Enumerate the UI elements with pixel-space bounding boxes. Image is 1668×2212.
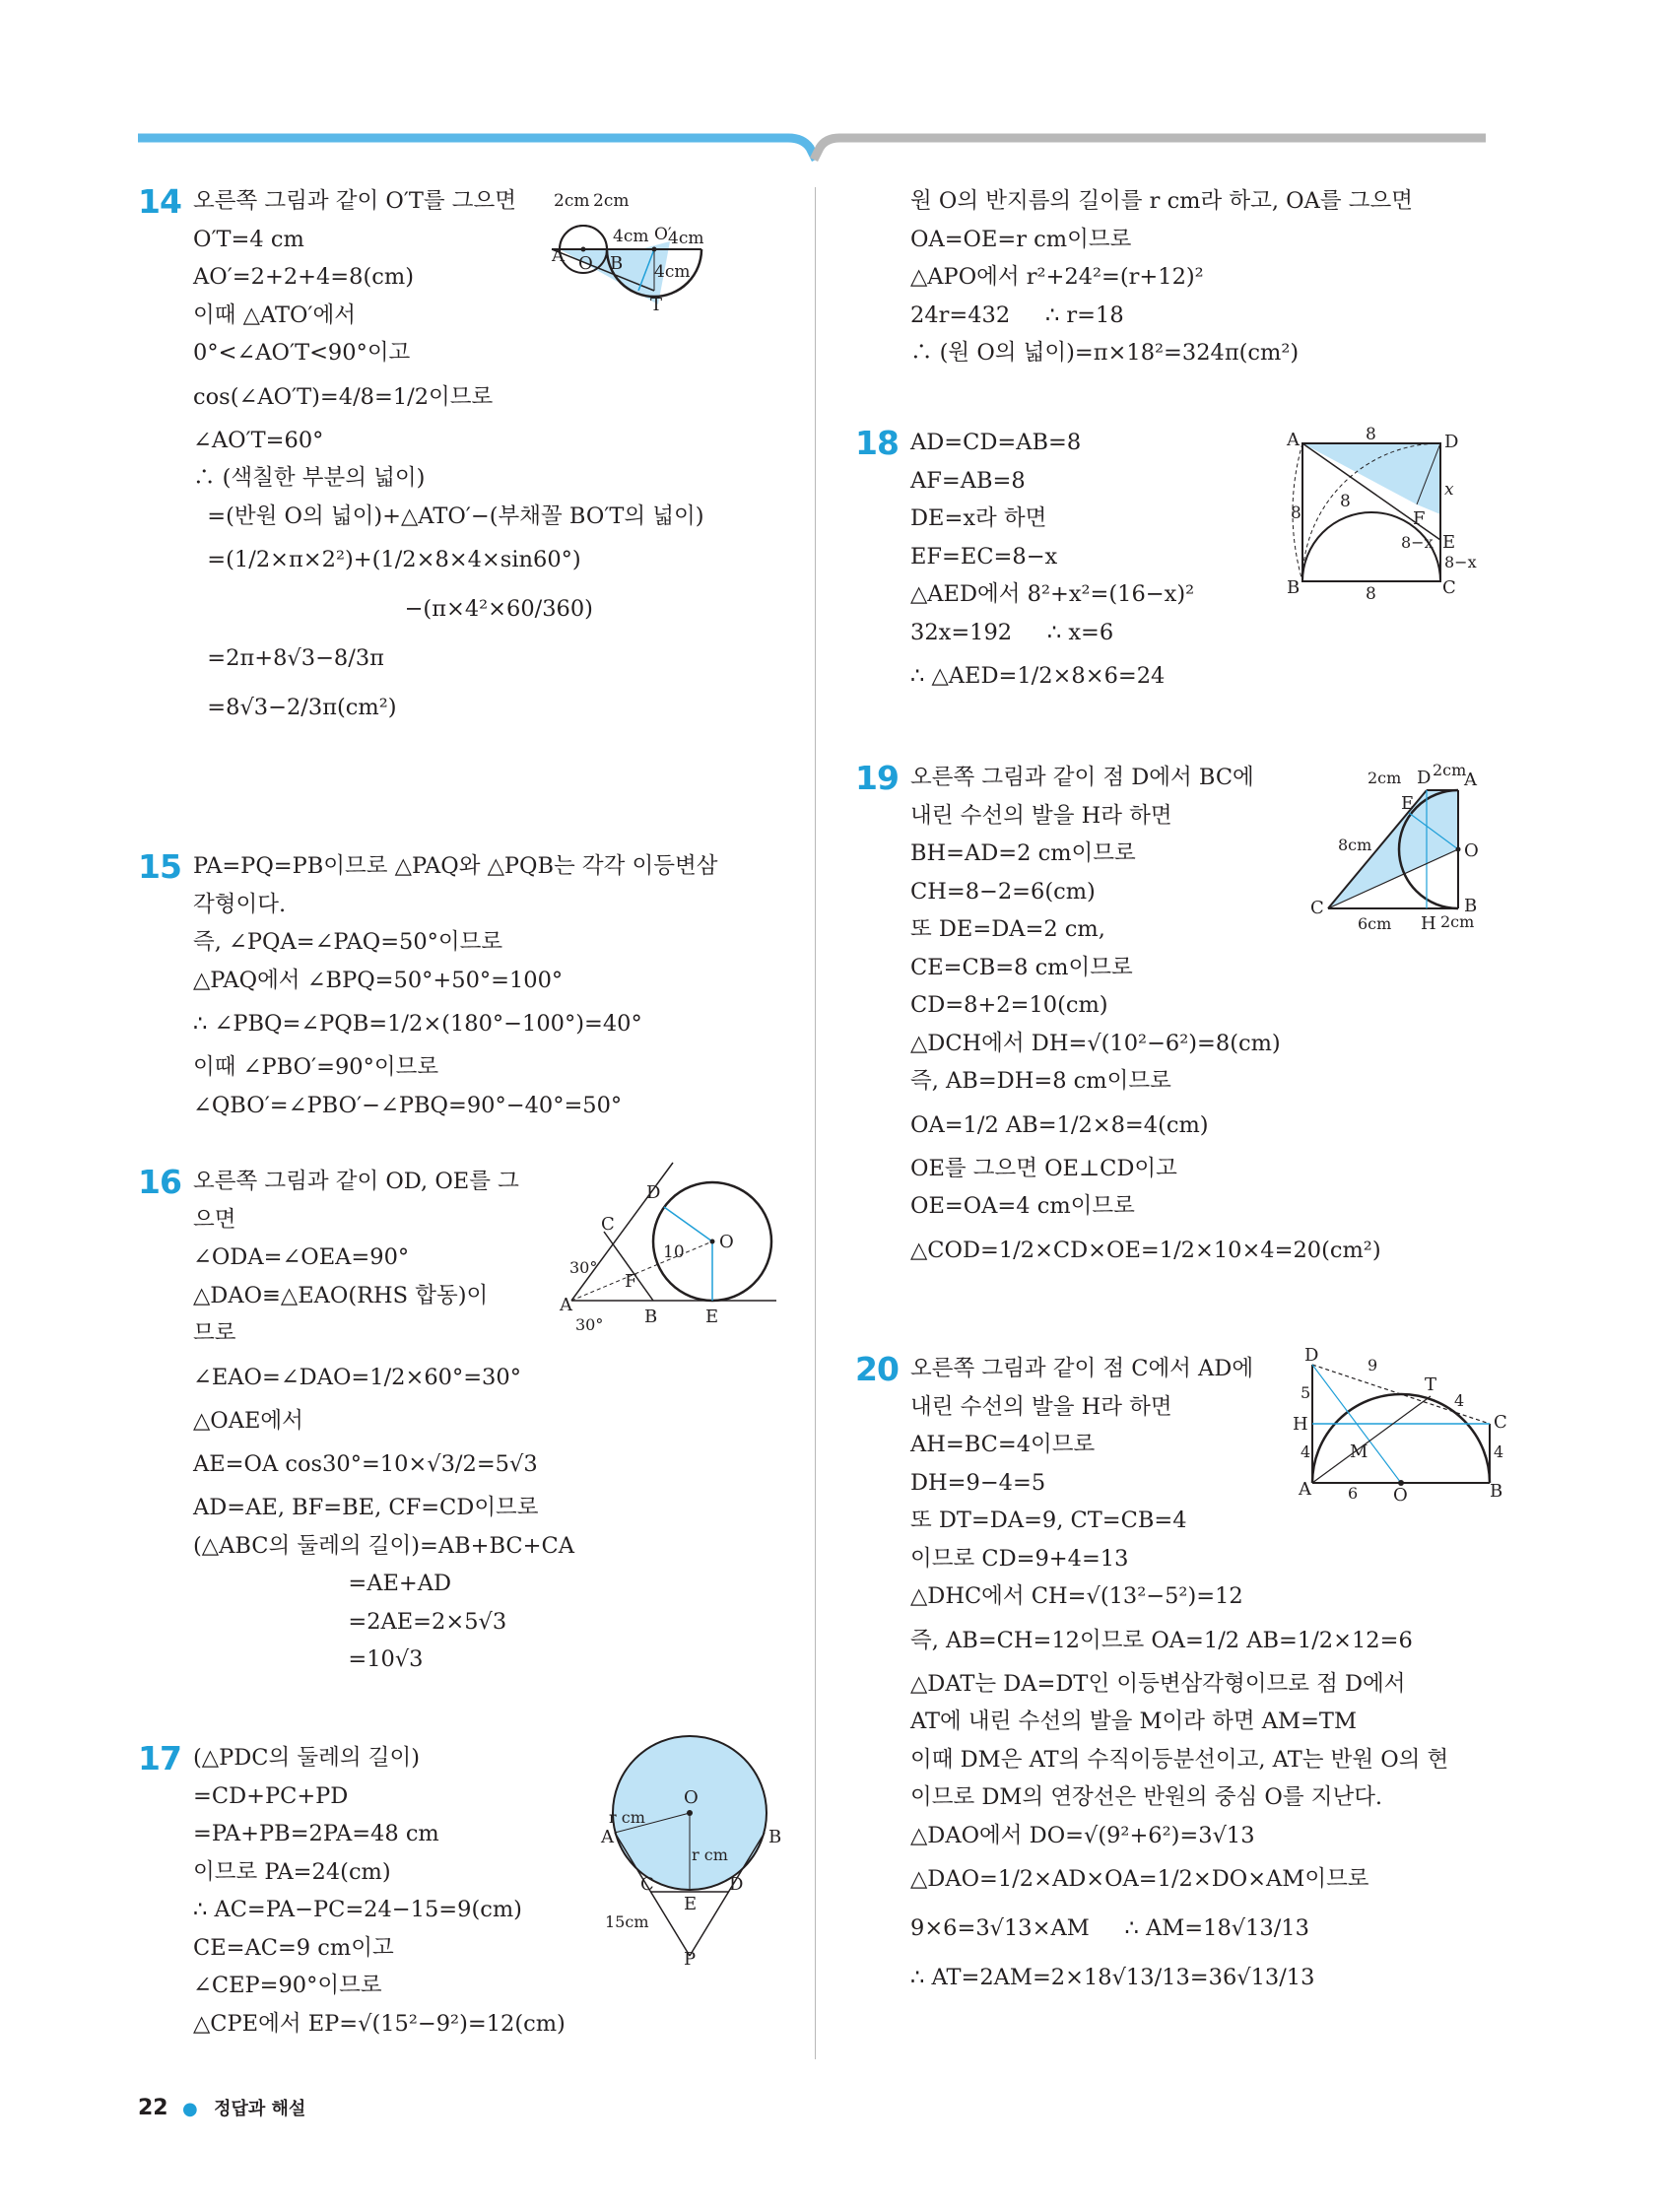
figure-label: A bbox=[552, 245, 565, 266]
solution-line: 이므로 CD=9+4=13 bbox=[910, 1545, 1129, 1572]
solution-line: AD=AE, BF=BE, CF=CD이므로 bbox=[193, 1495, 539, 1520]
problem-number: 20 bbox=[855, 1350, 899, 1388]
figure-label: T bbox=[650, 295, 663, 315]
solution-line: 이때 ∠PBO′=90°이므로 bbox=[193, 1054, 439, 1080]
solution-line: ∴ AC=PA−PC=24−15=9(cm) bbox=[193, 1897, 522, 1922]
solution-line: ∴ (색칠한 부분의 넓이) bbox=[193, 465, 426, 491]
figure-label: O bbox=[1393, 1485, 1408, 1506]
figure-label: r cm bbox=[609, 1808, 645, 1827]
solution-line: PA=PQ=PB이므로 △PAQ와 △PQB는 각각 이등변삼 bbox=[193, 853, 718, 879]
figure-label: F bbox=[1413, 508, 1426, 529]
page-header-bar bbox=[0, 0, 1668, 158]
footer-label: 정답과 해설 bbox=[214, 2099, 306, 2119]
solution-line: 즉, AB=DH=8 cm이므로 bbox=[910, 1068, 1171, 1094]
problem-16 bbox=[138, 1163, 818, 1739]
figure-label: 4 bbox=[1301, 1442, 1311, 1461]
figure-label: T bbox=[1425, 1374, 1437, 1395]
solution-line: ∴ ∠PBQ=∠PQB=1/2×(180°−100°)=40° bbox=[193, 1011, 642, 1037]
figure-label: 4 bbox=[1494, 1442, 1504, 1461]
solution-line: 이므로 DM의 연장선은 반원의 중심 O를 지난다. bbox=[910, 1784, 1383, 1810]
solution-line: =CD+PC+PD bbox=[193, 1782, 349, 1809]
figure-label: B bbox=[644, 1307, 658, 1327]
figure-label: 2cm bbox=[1433, 761, 1467, 779]
solution-line: OE=OA=4 cm이므로 bbox=[910, 1193, 1135, 1219]
solution-line: 오른쪽 그림과 같이 점 C에서 AD에 bbox=[910, 1356, 1254, 1381]
figure-label: 2cm bbox=[554, 191, 590, 211]
figure-label: 9 bbox=[1368, 1356, 1378, 1374]
figure-label: O′ bbox=[654, 225, 672, 244]
left-column bbox=[138, 182, 818, 2069]
solution-line: =(반원 O의 넓이)+△ATO′−(부채꼴 BO′T의 넓이) bbox=[193, 503, 704, 529]
figure-label: E bbox=[684, 1894, 698, 1914]
figure-label: 8 bbox=[1366, 584, 1376, 604]
solution-line: △DAO=1/2×AD×OA=1/2×DO×AM이므로 bbox=[910, 1866, 1369, 1892]
figure-label: D bbox=[1304, 1345, 1319, 1366]
solution-line: OA=1/2 AB=1/2×8=4(cm) bbox=[910, 1111, 1209, 1138]
solution-line: (△PDC의 둘레의 길이) bbox=[193, 1745, 420, 1771]
figure-19 bbox=[1299, 754, 1501, 946]
figure-label: D bbox=[1444, 432, 1459, 452]
solution-line: DH=9−4=5 bbox=[910, 1469, 1046, 1496]
page-footer bbox=[138, 2095, 305, 2120]
problem-number: 16 bbox=[138, 1163, 181, 1201]
problem-body bbox=[910, 182, 1505, 372]
solution-line: △APO에서 r²+24²=(r+12)² bbox=[910, 264, 1204, 290]
figure-label: 4cm bbox=[668, 229, 704, 248]
solution-line: △COD=1/2×CD×OE=1/2×10×4=20(cm²) bbox=[910, 1237, 1381, 1263]
solution-line: ∴ △AED=1/2×8×6=24 bbox=[910, 663, 1166, 689]
figure-label: B bbox=[610, 253, 624, 274]
figure-label: 4 bbox=[1454, 1391, 1465, 1410]
page-number: 22 bbox=[138, 2096, 168, 2120]
figure-label: D bbox=[646, 1182, 661, 1203]
figure-label: 8 bbox=[1340, 492, 1351, 511]
solution-line: △PAQ에서 ∠BPQ=50°+50°=100° bbox=[193, 967, 564, 993]
problem-number: 14 bbox=[138, 182, 181, 221]
solution-line: 이때 DM은 AT의 수직이등분선이고, AT는 반원 O의 현 bbox=[910, 1746, 1449, 1773]
figure-label: C bbox=[1310, 898, 1324, 918]
solution-line: 으면 bbox=[193, 1206, 236, 1233]
solution-line: CD=8+2=10(cm) bbox=[910, 992, 1108, 1018]
solution-line: ∠EAO=∠DAO=1/2×60°=30° bbox=[193, 1364, 521, 1390]
solution-line: AD=CD=AB=8 bbox=[910, 430, 1082, 455]
solution-line: 0°<∠AO′T<90°이고 bbox=[193, 340, 411, 366]
solution-line: EF=EC=8−x bbox=[910, 543, 1058, 570]
figure-label: 5 bbox=[1301, 1383, 1311, 1402]
figure-label: 8 bbox=[1366, 425, 1376, 444]
solution-line: 즉, AB=CH=12이므로 OA=1/2 AB=1/2×12=6 bbox=[910, 1627, 1413, 1653]
solution-line: 24r=432 ∴ r=18 bbox=[910, 302, 1124, 328]
solution-line: AO′=2+2+4=8(cm) bbox=[193, 264, 414, 290]
solution-line: ∴ (원 O의 넓이)=π×18²=324π(cm²) bbox=[910, 340, 1300, 366]
solution-line: CE=CB=8 cm이므로 bbox=[910, 954, 1133, 980]
solution-line: (△ABC의 둘레의 길이)=AB+BC+CA bbox=[193, 1532, 574, 1559]
solution-line: 32x=192 ∴ x=6 bbox=[910, 619, 1114, 645]
solution-line: cos(∠AO′T)=4/8=1/2이므로 bbox=[193, 383, 494, 410]
solution-line: 오른쪽 그림과 같이 OD, OE를 그 bbox=[193, 1169, 519, 1194]
solution-line: ∠AO′T=60° bbox=[193, 427, 324, 453]
solution-line: O′T=4 cm bbox=[193, 226, 304, 252]
figure-label: A bbox=[1299, 1479, 1311, 1500]
solution-line: =2AE=2×5√3 bbox=[193, 1608, 507, 1635]
figure-label: E bbox=[1401, 793, 1415, 814]
figure-label: A bbox=[560, 1295, 572, 1315]
solution-line: 즉, ∠PQA=∠PAQ=50°이므로 bbox=[193, 929, 503, 955]
solution-line: 이므로 PA=24(cm) bbox=[193, 1858, 391, 1885]
figure-label: r cm bbox=[692, 1845, 728, 1864]
figure-label: 8cm bbox=[1338, 836, 1372, 854]
figure-label: 2cm bbox=[1440, 912, 1475, 931]
solution-line: =(1/2×π×2²)+(1/2×8×4×sin60°) bbox=[193, 547, 581, 572]
figure-label: A bbox=[1287, 430, 1300, 450]
solution-line: 내린 수선의 발을 H라 하면 bbox=[910, 802, 1172, 829]
figure-label: C bbox=[640, 1874, 654, 1895]
figure-16 bbox=[560, 1163, 776, 1345]
figure-label: H bbox=[1293, 1414, 1308, 1435]
solution-line: 9×6=3√13×AM ∴ AM=18√13/13 bbox=[910, 1915, 1309, 1941]
solution-line: ∠ODA=∠OEA=90° bbox=[193, 1244, 410, 1270]
figure-label: 8−x bbox=[1401, 533, 1434, 552]
solution-line: 내린 수선의 발을 H라 하면 bbox=[910, 1393, 1172, 1420]
problem-14 bbox=[138, 182, 818, 823]
solution-line: 이때 △ATO′에서 bbox=[193, 302, 356, 328]
problem-18 bbox=[855, 424, 1505, 759]
figure-label: D bbox=[729, 1874, 744, 1895]
solution-line: 오른쪽 그림과 같이 점 D에서 BC에 bbox=[910, 765, 1254, 790]
solution-line: OA=OE=r cm이므로 bbox=[910, 226, 1132, 252]
problem-number: 17 bbox=[138, 1739, 181, 1777]
figure-label: 30° bbox=[569, 1258, 598, 1277]
figure-label: 10 bbox=[663, 1242, 685, 1262]
solution-line: △DCH에서 DH=√(10²−6²)=8(cm) bbox=[910, 1030, 1281, 1056]
solution-line: △DAT는 DA=DT인 이등변삼각형이므로 점 D에서 bbox=[910, 1670, 1406, 1697]
figure-label: D bbox=[1417, 768, 1432, 788]
solution-line: 또 DE=DA=2 cm, bbox=[910, 916, 1105, 942]
figure-label: C bbox=[1494, 1412, 1507, 1433]
problem-body bbox=[193, 847, 818, 1124]
solution-line: DE=x라 하면 bbox=[910, 505, 1047, 531]
figure-label: B bbox=[1464, 896, 1478, 916]
solution-line: AT에 내린 수선의 발을 M이라 하면 AM=TM bbox=[910, 1709, 1357, 1734]
bullet-dot-icon: ● bbox=[181, 2099, 198, 2119]
solution-line: 각형이다. bbox=[193, 891, 287, 917]
problem-number: 15 bbox=[138, 847, 181, 886]
figure-label: C bbox=[1442, 577, 1456, 598]
figure-label: B bbox=[1287, 577, 1301, 598]
problem-number: 19 bbox=[855, 759, 899, 797]
figure-label: 8−x bbox=[1444, 553, 1477, 571]
figure-label: B bbox=[1490, 1481, 1503, 1502]
figure-label: 2cm bbox=[1368, 769, 1402, 787]
solution-line: CH=8−2=6(cm) bbox=[910, 878, 1096, 905]
solution-line: △DAO에서 DO=√(9²+6²)=3√13 bbox=[910, 1822, 1255, 1848]
solution-line: BH=AD=2 cm이므로 bbox=[910, 840, 1136, 866]
figure-label: x bbox=[1444, 480, 1454, 500]
figure-label: C bbox=[601, 1214, 615, 1235]
figure-label: B bbox=[768, 1827, 782, 1847]
figure-label: P bbox=[684, 1949, 697, 1970]
problem-19 bbox=[855, 759, 1505, 1350]
figure-label: E bbox=[705, 1307, 719, 1327]
solution-line: ∠CEP=90°이므로 bbox=[193, 1973, 382, 1998]
figure-label: H bbox=[1421, 913, 1436, 934]
figure-label: 2cm bbox=[593, 191, 630, 211]
figure-label: A bbox=[1464, 770, 1477, 790]
problem-number: 18 bbox=[855, 424, 899, 462]
solution-line: =2π+8√3−8/3π bbox=[193, 645, 384, 671]
figure-label: A bbox=[601, 1827, 614, 1847]
solution-line: 므로 bbox=[193, 1320, 236, 1346]
solution-line: =PA+PB=2PA=48 cm bbox=[193, 1821, 439, 1846]
solution-line: −(π×4²×60/360) bbox=[193, 596, 593, 622]
figure-label: 30° bbox=[575, 1315, 604, 1334]
figure-label: O bbox=[1464, 840, 1479, 861]
figure-label: 15cm bbox=[605, 1912, 649, 1931]
figure-label: 4cm bbox=[613, 227, 649, 246]
figure-label: O bbox=[578, 253, 593, 274]
solution-line: CE=AC=9 cm이고 bbox=[193, 1934, 394, 1961]
problem-17-continued bbox=[855, 182, 1505, 424]
figure-label: 8 bbox=[1291, 503, 1301, 523]
solution-line: =AE+AD bbox=[193, 1571, 452, 1596]
solution-line: AE=OA cos30°=10×√3/2=5√3 bbox=[193, 1451, 538, 1477]
solution-line: AF=AB=8 bbox=[910, 467, 1026, 494]
solution-line: 또 DT=DA=9, CT=CB=4 bbox=[910, 1508, 1187, 1533]
problem-20 bbox=[855, 1345, 1507, 2040]
figure-label: O bbox=[719, 1232, 734, 1252]
solution-line: =8√3−2/3π(cm²) bbox=[193, 695, 397, 720]
solution-line: ∴ AT=2AM=2×18√13/13=36√13/13 bbox=[910, 1965, 1315, 1990]
figure-label: E bbox=[1442, 532, 1456, 553]
figure-label: M bbox=[1350, 1441, 1368, 1462]
solution-line: ∠QBO′=∠PBO′−∠PBQ=90°−40°=50° bbox=[193, 1092, 623, 1118]
solution-line: △DAO≡△EAO(RHS 합동)이 bbox=[193, 1282, 489, 1308]
figure-label: 6cm bbox=[1358, 914, 1392, 933]
solution-line: △OAE에서 bbox=[193, 1407, 303, 1434]
problem-15 bbox=[138, 847, 818, 1163]
right-column bbox=[855, 182, 1505, 2069]
solution-line: △AED에서 8²+x²=(16−x)² bbox=[910, 581, 1195, 607]
problem-17 bbox=[138, 1739, 818, 2064]
solution-line: AH=BC=4이므로 bbox=[910, 1432, 1096, 1457]
figure-label: 4cm bbox=[654, 262, 691, 282]
solution-line: 오른쪽 그림과 같이 O′T를 그으면 bbox=[193, 188, 516, 214]
figure-label: F bbox=[625, 1271, 637, 1292]
figure-18 bbox=[1279, 424, 1505, 611]
figure-14 bbox=[552, 182, 773, 320]
figure-17 bbox=[601, 1734, 783, 1970]
solution-line: △DHC에서 CH=√(13²−5²)=12 bbox=[910, 1583, 1243, 1609]
figure-label: 6 bbox=[1348, 1484, 1359, 1503]
figure-20 bbox=[1289, 1345, 1505, 1508]
figure-label: O bbox=[684, 1787, 699, 1808]
solution-line: △CPE에서 EP=√(15²−9²)=12(cm) bbox=[193, 2010, 566, 2037]
solution-line: OE를 그으면 OE⊥CD이고 bbox=[910, 1155, 1177, 1181]
solution-line: =10√3 bbox=[193, 1646, 424, 1672]
solution-line: 원 O의 반지름의 길이를 r cm라 하고, OA를 그으면 bbox=[910, 188, 1413, 214]
